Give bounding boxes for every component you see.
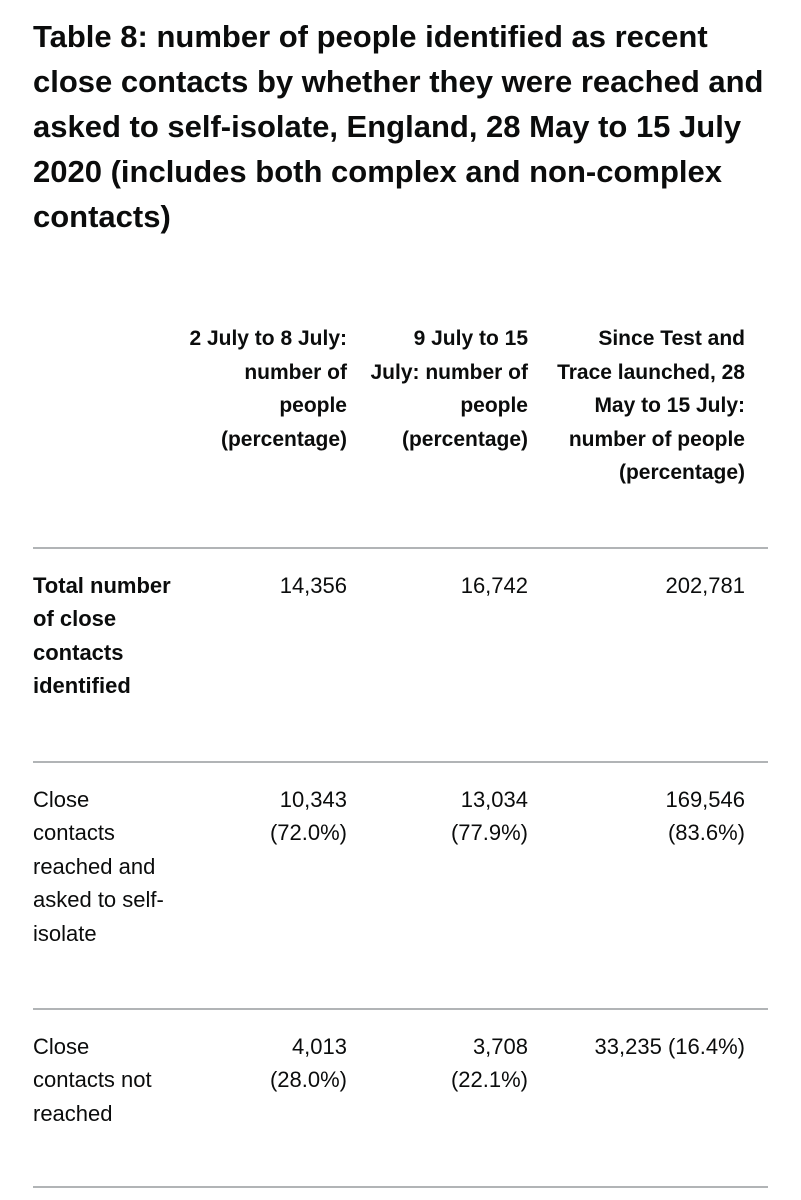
table-cell (362, 783, 528, 850)
row-label-total-identified: Total number of close contacts identified (33, 573, 171, 699)
cell-percent: (72.0%) (269, 820, 347, 846)
cell-percent: (22.1%) (450, 1067, 528, 1093)
column-header-cumulative: Since Test and Trace launched, 28 May to 15 July: number of people (percentage) (557, 327, 745, 484)
column-header-week-2: 9 July to 15 July: number of people (percentage) (370, 327, 528, 451)
cell-number: 16,742 (460, 573, 528, 598)
table-cell (543, 1030, 745, 1063)
cell-number: 3,708 (472, 1034, 528, 1059)
table-cell (543, 569, 745, 602)
table-cell (183, 1030, 347, 1097)
row-divider (33, 761, 768, 763)
cell-percent: (83.6%) (667, 820, 745, 846)
table-bottom-rule (33, 1186, 768, 1188)
cell-percent: (16.4%) (667, 1034, 745, 1059)
cell-number: 33,235 (594, 1034, 668, 1059)
cell-number: 202,781 (665, 573, 745, 598)
row-label-not-reached: Close contacts not reached (33, 1034, 152, 1126)
cell-percent: (77.9%) (450, 820, 528, 846)
table-cell (362, 1030, 528, 1097)
row-divider (33, 1008, 768, 1010)
table-cell (183, 569, 347, 602)
cell-number: 169,546 (665, 787, 745, 812)
header-divider (33, 547, 768, 549)
cell-percent: (28.0%) (269, 1067, 347, 1093)
cell-number: 13,034 (460, 787, 528, 812)
table-title: Table 8: number of people identified as recent close contacts by whether they were reached and asked to self-isolate, England, 28 May to 15 July 2020 (includes both complex and non-complex contacts) (33, 19, 764, 234)
table-cell (183, 783, 347, 850)
table-cell (543, 783, 745, 850)
cell-number: 10,343 (279, 787, 347, 812)
cell-number: 14,356 (279, 573, 347, 598)
column-header-week-1: 2 July to 8 July: number of people (percentage) (189, 327, 347, 451)
row-label-reached: Close contacts reached and asked to self-isolate (33, 787, 164, 946)
cell-number: 4,013 (291, 1034, 347, 1059)
table-cell (362, 569, 528, 602)
